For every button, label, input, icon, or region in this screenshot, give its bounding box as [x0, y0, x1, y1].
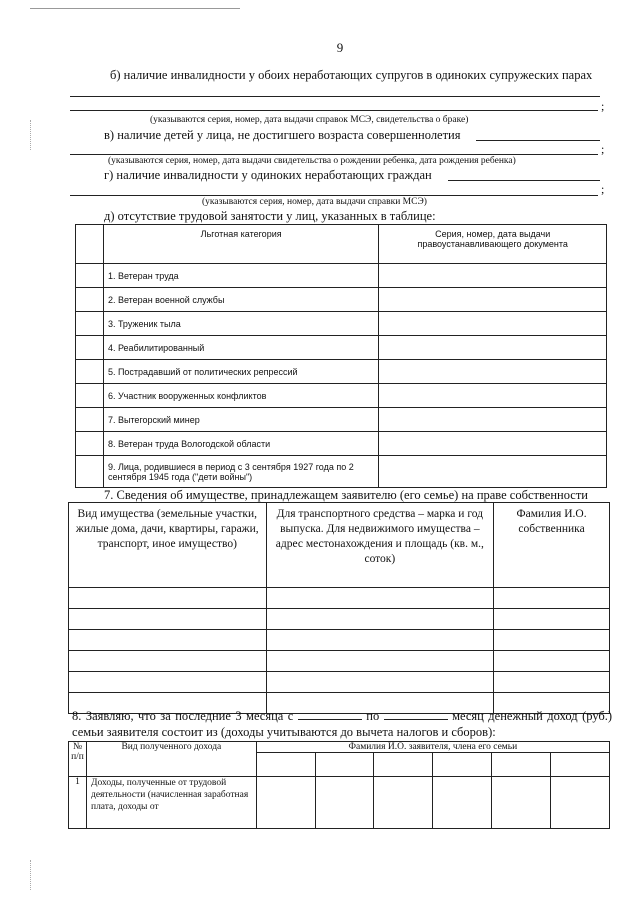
document-input-cell[interactable] — [379, 264, 607, 288]
section-8-part2: по — [366, 709, 380, 723]
spacer-cell — [76, 408, 104, 432]
property-input-cell[interactable] — [266, 609, 494, 630]
property-input-cell[interactable] — [266, 630, 494, 651]
family-member-cell[interactable] — [551, 753, 610, 777]
family-member-cell[interactable] — [374, 753, 433, 777]
property-input-cell[interactable] — [69, 672, 267, 693]
spacer-cell — [76, 360, 104, 384]
property-input-cell[interactable] — [494, 588, 610, 609]
family-member-cell[interactable] — [433, 753, 492, 777]
column-header-number: № п/п — [69, 742, 87, 777]
section-8-part3: месяц денежный доход (руб.) семьи заявителя состоит из (доходы учитываются до вычета налогов и сборов): — [72, 709, 613, 739]
family-member-cell[interactable] — [315, 753, 374, 777]
category-cell: 4. Реабилитированный — [103, 336, 378, 360]
property-input-cell[interactable] — [494, 651, 610, 672]
date-to-field[interactable] — [384, 709, 448, 720]
property-input-cell[interactable] — [266, 588, 494, 609]
family-member-cell[interactable] — [256, 753, 315, 777]
income-table — [68, 741, 610, 829]
spacer-cell — [76, 288, 104, 312]
spacer-cell — [76, 384, 104, 408]
spacer-cell — [76, 336, 104, 360]
spacer-cell — [76, 432, 104, 456]
section-v-line-1 — [476, 140, 600, 141]
property-input-cell[interactable] — [69, 609, 267, 630]
document-input-cell[interactable] — [379, 336, 607, 360]
column-header-owner: Фамилия И.О. собственника — [494, 503, 610, 588]
section-b-line-2 — [70, 110, 598, 111]
document-input-cell[interactable] — [379, 288, 607, 312]
category-cell: 8. Ветеран труда Вологодской области — [103, 432, 378, 456]
category-cell: 1. Ветеран труда — [103, 264, 378, 288]
section-7-text: 7. Сведения об имуществе, принадлежащем заявителю (его семье) на праве собственности — [104, 488, 588, 502]
column-header-property-details: Для транспортного средства – марка и год выпуска. Для недвижимого имущества – адрес местонахождения и площадь (кв. м., соток) — [266, 503, 494, 588]
income-input-cell[interactable] — [551, 777, 610, 829]
section-g-note: (указываются серия, номер, дата выдачи справки МСЭ) — [202, 197, 427, 207]
property-input-cell[interactable] — [494, 672, 610, 693]
section-8-part1: 8. Заявляю, что за последние 3 месяца с — [72, 709, 294, 723]
section-g-text: г) наличие инвалидности у одиноких неработающих граждан — [104, 168, 432, 182]
date-from-field[interactable] — [298, 709, 362, 720]
page-number: 9 — [336, 40, 344, 55]
semicolon: ; — [601, 182, 605, 196]
column-header-family-member: Фамилия И.О. заявителя, члена его семьи — [256, 742, 609, 753]
section-b-line-1 — [70, 96, 600, 97]
property-input-cell[interactable] — [494, 630, 610, 651]
category-cell: 6. Участник вооруженных конфликтов — [103, 384, 378, 408]
section-b-note: (указываются серия, номер, дата выдачи справок МСЭ, свидетельства о браке) — [150, 115, 469, 125]
section-b-text: б) наличие инвалидности у обоих неработающих супругов в одиноких супружеских парах — [110, 68, 593, 82]
section-d-text: д) отсутствие трудовой занятости у лиц, указанных в таблице: — [104, 209, 436, 223]
property-input-cell[interactable] — [266, 651, 494, 672]
row-number: 1 — [69, 777, 87, 829]
document-input-cell[interactable] — [379, 408, 607, 432]
category-cell: 9. Лица, родившиеся в период с 3 сентября 1927 года по 2 сентября 1945 года ("дети войны") — [103, 456, 378, 488]
income-input-cell[interactable] — [433, 777, 492, 829]
column-header-document: Серия, номер, дата выдачи правоустанавливающего документа — [379, 225, 607, 264]
top-rule — [30, 8, 240, 9]
property-table — [68, 502, 610, 714]
category-cell: 2. Ветеран военной службы — [103, 288, 378, 312]
column-header-property-type: Вид имущества (земельные участки, жилые дома, дачи, квартиры, гаражи, транспорт, иное имущество) — [69, 503, 267, 588]
income-input-cell[interactable] — [256, 777, 315, 829]
section-v-line-2 — [70, 154, 598, 155]
property-input-cell[interactable] — [69, 630, 267, 651]
spacer-cell — [76, 312, 104, 336]
section-v-note: (указываются серия, номер, дата выдачи свидетельства о рождении ребенка, дата рождения ребенка) — [108, 156, 516, 166]
spacer-cell — [76, 264, 104, 288]
benefit-category-table — [75, 224, 607, 488]
income-input-cell[interactable] — [492, 777, 551, 829]
property-input-cell[interactable] — [494, 609, 610, 630]
income-type-cell: Доходы, полученные от трудовой деятельности (начисленная заработная плата, доходы от — [86, 777, 256, 829]
document-input-cell[interactable] — [379, 456, 607, 488]
property-input-cell[interactable] — [266, 672, 494, 693]
margin-mark — [30, 120, 31, 150]
column-header-income-type: Вид полученного дохода — [86, 742, 256, 777]
income-input-cell[interactable] — [315, 777, 374, 829]
property-input-cell[interactable] — [69, 588, 267, 609]
document-input-cell[interactable] — [379, 312, 607, 336]
section-8-paragraph — [72, 708, 612, 740]
section-v-text: в) наличие детей у лица, не достигшего возраста совершеннолетия — [104, 128, 461, 142]
income-input-cell[interactable] — [374, 777, 433, 829]
category-cell: 3. Труженик тыла — [103, 312, 378, 336]
spacer-cell — [76, 225, 104, 264]
document-input-cell[interactable] — [379, 384, 607, 408]
document-input-cell[interactable] — [379, 360, 607, 384]
margin-mark — [30, 860, 31, 890]
family-member-cell[interactable] — [492, 753, 551, 777]
semicolon: ; — [601, 142, 605, 156]
property-input-cell[interactable] — [69, 651, 267, 672]
section-g-line-1 — [448, 180, 600, 181]
category-cell: 7. Вытегорский минер — [103, 408, 378, 432]
section-g-line-2 — [70, 195, 598, 196]
column-header-category: Льготная категория — [103, 225, 378, 264]
spacer-cell — [76, 456, 104, 488]
category-cell: 5. Пострадавший от политических репрессий — [103, 360, 378, 384]
semicolon: ; — [601, 99, 605, 113]
document-input-cell[interactable] — [379, 432, 607, 456]
